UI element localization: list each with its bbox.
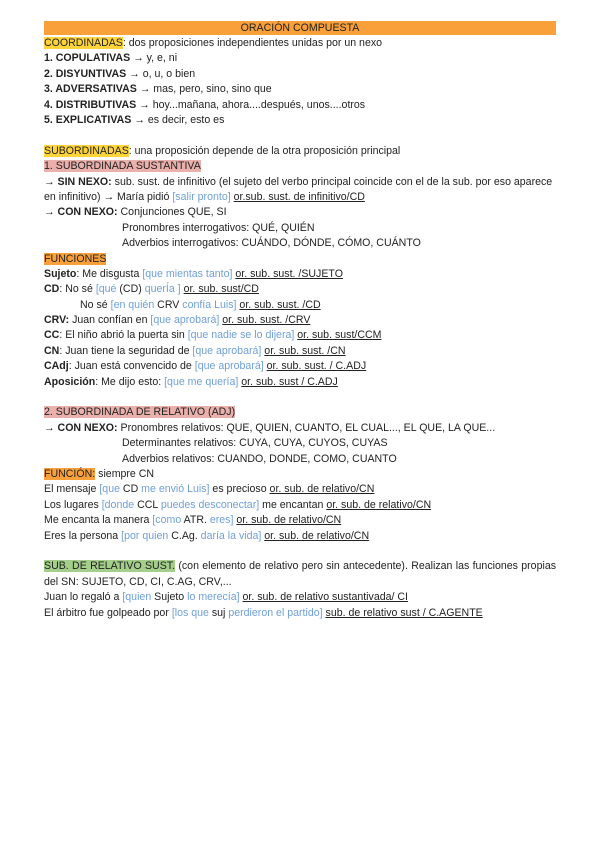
subordinadas-label: SUBORDINADAS (44, 144, 129, 157)
funciones-heading: FUNCIONES (44, 252, 107, 265)
funcion-example: Aposición: Me dijo esto: [que me quería] or. sub. sust / C.ADJ (44, 375, 338, 388)
coordinadas-definition: COORDINADAS: dos proposiciones independientes unidas por un nexo (44, 37, 383, 49)
relativo-funcion: FUNCIÓN: siempre CN (44, 467, 155, 480)
relativo-heading: 2. SUBORDINADA DE RELATIVO (ADJ) (44, 406, 236, 419)
sustantiva-heading: 1. SUBORDINADA SUSTANTIVA (44, 160, 201, 173)
relativo-example: El mensaje [que CD me envió Luis] es precioso or. sub. de relativo/CN (44, 483, 375, 496)
relativo-sust-definition: SUB. DE RELATIVO SUST. (con elemento de relativo pero sin antecedente). Realizan las funciones propias del SN: SUJETO, CD, CI, C.AG, CRV,... (44, 560, 557, 588)
coord-item: 5. EXPLICATIVAS → es decir, esto es (44, 113, 225, 126)
relativo-sust-example: Juan lo regaló a [quien Sujeto lo merecía] or. sub. de relativo sustantivada/ CI (44, 591, 408, 604)
funcion-example: CRV: Juan confían en [que aprobará] or. sub. sust. /CRV (44, 314, 311, 327)
relativo-example: Me encanta la manera [como ATR. eres] or. sub. de relativo/CN (44, 514, 342, 527)
funcion-example: Sujeto: Me disgusta [que mientas tanto] or. sub. sust. /SUJETO (44, 267, 343, 280)
funcion-label: FUNCIÓN: (44, 467, 96, 480)
coord-item: 4. DISTRIBUTIVAS → hoy...mañana, ahora....después, unos....otros (44, 98, 366, 111)
funcion-example: CD: No sé [qué (CD) querÍa ] or. sub. sust/CD (44, 283, 259, 296)
funcion-example: CC: El niño abrió la puerta sin [que nadie se lo dijera] or. sub. sust/CCM (44, 329, 382, 342)
page-title: ORACIÓN COMPUESTA (44, 21, 556, 35)
coord-item: 3. ADVERSATIVAS → mas, pero, sino, sino que (44, 83, 272, 96)
coord-item: 1. COPULATIVAS → y, e, ni (44, 52, 178, 65)
relativo-con-nexo: → CON NEXO: Pronombres relativos: QUE, QUIEN, CUANTO, EL CUAL..., EL QUE, LA QUE... (44, 421, 496, 434)
subordinadas-definition: SUBORDINADAS: una proposición depende de la otra proposición principal (44, 144, 401, 157)
relativo-example: Los lugares [donde CCL puedes desconectar] me encantan or. sub. de relativo/CN (44, 498, 432, 511)
funcion-example: CAdj: Juan está convencido de [que aprobará] or. sub. sust. / C.ADJ (44, 360, 367, 373)
sin-nexo-paragraph: → SIN NEXO: sub. sust. de infinitivo (el sujeto del verbo principal coincide con el de la sub. por eso aparece en infinitivo) → María pidió [salir pronto] or.sub. sust. de infinitivo/CD (44, 175, 553, 203)
funcion-example: CN: Juan tiene la seguridad de [que aprobará] or. sub. sust. /CN (44, 344, 346, 357)
coord-item: 2. DISYUNTIVAS → o, u, o bien (44, 67, 196, 80)
relativo-sust-example: El árbitro fue golpeado por [los que suj perdieron el partido] sub. de relativo sust / C.AGENTE (44, 606, 483, 619)
con-nexo-line: → CON NEXO: Conjunciones QUE, SI (44, 206, 227, 219)
funcion-example: No sé [en quién CRV confía Luis] or. sub. sust. /CD (80, 298, 321, 311)
relativo-sust-label: SUB. DE RELATIVO SUST. (44, 560, 176, 573)
document-content: ORACIÓN COMPUESTA COORDINADAS: dos proposiciones independientes unidas por un nexo 1. COPULATIVAS → y, e, ni 2. DISYUNTIVAS → o, u, o bien 3. ADVERSATIVAS → mas, pero, sino, sino que 4. DISTRIBUTIVAS → hoy...mañana, ahora....después, unos....otros 5. EXPLICATIVAS → es decir, esto es SUBORDINADAS: una proposición depende de la otra proposición principal 1. SUBORDINADA SUSTANTIVA → SIN NEXO: sub. sust. de infinitivo (el sujeto del verbo principal coincide con el de la sub. por eso aparece en infinitivo) → María pidió [salir pronto] or.sub. sust. de infinitivo/CD → CON NEXO: Conjunciones QUE, SI Pronombres interrogativos: QUÉ, QUIÉN Adverbios interrogativos: CUÁNDO, DÓNDE, CÓMO, CUÁNTO FUNCIONES Sujeto: Me disgusta [que mientas tanto] or. sub. sust. /SUJETO CD: No sé [qué (CD) querÍa ] or. sub. sust/CD No sé [en quién CRV confía Luis] or. sub. sust. /CD CRV: Juan confían en [que aprobará] or. sub. sust. /CRV CC: El niño abrió la puerta sin [que nadie se lo dijera] or. sub. sust/CCM CN: Juan tiene la seguridad de [que aprobará] or. sub. sust. /CN CAdj: Juan está convencido de [que aprobará] or. sub. sust. / C.ADJ Aposición: Me dijo esto: [que me quería] or. sub. sust / C.ADJ 2. SUBORDINADA DE RELATIVO (ADJ) → CON NEXO: Pronombres relativos: QUE, QUIEN, CUANTO, EL CUAL..., EL QUE, LA QUE... Determinantes relativos: CUYA, CUYA, CUYOS, CUYAS Adverbios relativos: CUANDO, DONDE, COMO, CUANTO FUNCIÓN: siempre CN El mensaje [que CD me envió Luis] es precioso or. sub. de relativo/CN Los lugares [donde CCL puedes desconectar] me encantan or. sub. de relativo/CN Me encanta la manera [como ATR. eres] or. sub. de relativo/CN Eres la persona [por quien C.Ag. daría la vida] or. sub. de relativo/CN SUB. DE RELATIVO SUST. (con elemento de relativo pero sin antecedente). Realizan las funciones propias del SN: SUJETO, CD, CI, C.AG, CRV,... Juan lo regaló a [quien Sujeto lo merecía] or. sub. de relativo sustantivada/ CI El árbitro fue golpeado por [los que suj perdieron el partido] sub. de relativo sust / C.AGENTE (44, 21, 556, 621)
relativo-example: Eres la persona [por quien C.Ag. daría la vida] or. sub. de relativo/CN (44, 529, 370, 542)
coordinadas-label: COORDINADAS (44, 37, 123, 49)
